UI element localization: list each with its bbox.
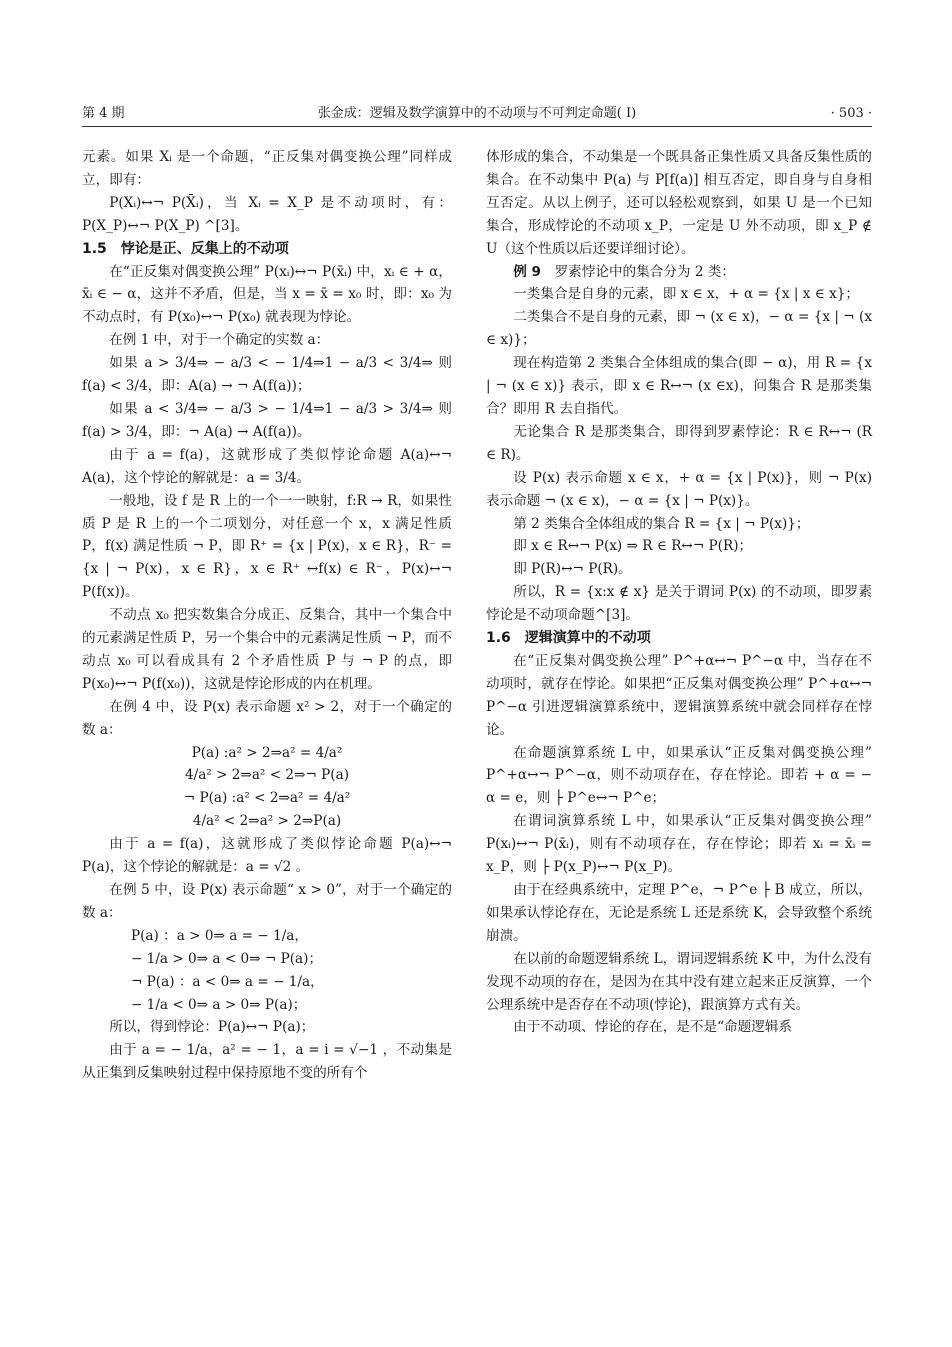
paragraph: 设 P(x) 表示命题 x ∈ x，+ α = {x | P(x)}，则 ¬ P(x) 表示命题 ¬ (x ∈ x)，− α = {x | ¬ P(x)}。 bbox=[486, 469, 872, 509]
paragraph: 一般地，设 f 是 R 上的一个一一映射，f:R → R，如果性质 P 是 R 上的一个二项划分，对任意一个 x，x 满足性质 P，f(x) 满足性质 ¬ P，即 R⁺ = {x | P(x)，x ∈ R}，R⁻ = {x | ¬ P(x)，x ∈ R}，x ∈ R⁺ ↔f(x) ∈ R⁻，P(x)↔¬ P(f(x))。 bbox=[82, 492, 452, 601]
left-column bbox=[82, 146, 452, 1085]
paragraph: 在“正反集对偶变换公理” P^+α↔¬ P^−α 中，当存在不动项时，就存在悖论。如果把“正反集对偶变换公理” P^+α↔¬ P^−α 引进逻辑演算系统中，逻辑演算系统中就会同样存在悖论。 bbox=[486, 652, 872, 738]
paragraph: 所以，R = {x:x ∉ x} 是关于谓词 P(x) 的不动项，即罗素悖论是不动项命题^[3]。 bbox=[486, 584, 872, 624]
paragraph: 由于在经典系统中，定理 P^e，¬ P^e ├ B 成立，所以，如果承认悖论存在，无论是系统 L 还是系统 K，会导致整个系统崩溃。 bbox=[486, 882, 872, 944]
paragraph: 二类集合不是自身的元素，即 ¬ (x ∈ x)，− α = {x | ¬ (x ∈ x)}； bbox=[486, 309, 872, 349]
formula-line: − 1/a < 0⇒ a > 0⇒ P(a)； bbox=[130, 996, 307, 1013]
paragraph: 即 x ∈ R↔¬ P(x) ⇒ R ∈ R↔¬ P(R)； bbox=[513, 538, 753, 555]
formula-line: P(a) :a² > 2⇒a² = 4/a² bbox=[191, 744, 343, 761]
article-title: 张金成：逻辑及数学演算中的不动项与不可判定命题( Ⅰ) bbox=[317, 106, 637, 121]
paragraph: 由于 a = f(a)，这就形成了类似悖论命题 P(a)↔¬ P(a)，这个悖论的解就是：a = √2 。 bbox=[82, 836, 452, 876]
page-number: · 503 · bbox=[830, 106, 872, 121]
paragraph: 不动点 x₀ 把实数集合分成正、反集合，其中一个集合中的元素满足性质 P，另一个集合中的元素满足性质 ¬ P，而不动点 x₀ 可以看成具有 2 个矛盾性质 P 与 ¬ P 的点，即 P(x₀)↔¬ P(f(x₀))，这就是悖论形成的内在机理。 bbox=[82, 607, 452, 692]
paragraph: 在例 1 中，对于一个确定的实数 a： bbox=[109, 332, 330, 349]
paragraph: 在“正反集对偶变换公理” P(xᵢ)↔¬ P(x̄ᵢ) 中，xᵢ ∈ + α，x̄ᵢ ∈ − α，这并不矛盾，但是，当 x = x̄ = x₀ 时，即：x₀ 为不动点时，有 P(x₀)↔¬ P(x₀) 就表现为悖论。 bbox=[82, 263, 452, 326]
paragraph: 在谓词演算系统 L 中，如果承认“正反集对偶变换公理” P(xᵢ)↔¬ P(x̄ᵢ)，则有不动项存在，存在悖论；即若 xᵢ = x̄ᵢ = x_P，则 ├ P(x_P)↔¬ P(x_P)。 bbox=[486, 813, 872, 876]
paragraph: 在例 5 中，设 P(x) 表示命题“ x > 0”，对于一个确定的数 a： bbox=[82, 882, 452, 921]
header-rule bbox=[82, 126, 872, 127]
formula-line: ¬ P(a) ：a < 0⇒ a = − 1/a， bbox=[130, 973, 324, 990]
paragraph: 第 2 类集合全体组成的集合 R = {x | ¬ P(x)}； bbox=[513, 515, 810, 532]
issue-number: 第 4 期 bbox=[82, 106, 125, 121]
formula-line: 4/a² > 2⇒a² < 2⇒¬ P(a) bbox=[184, 767, 350, 784]
example-9 bbox=[486, 261, 872, 284]
paragraph: P(Xᵢ)↔¬ P(X̄ᵢ)，当 Xᵢ = X_P 是不动项时，有：P(X_P)↔¬ P(X_P) ^[3]。 bbox=[82, 194, 452, 234]
formula-line: 4/a² < 2⇒a² > 2⇒P(a) bbox=[192, 813, 342, 830]
paragraph: 体形成的集合，不动集是一个既具备正集性质又具备反集性质的集合。在不动集中 P(a) 与 P[f(a)] 相互否定，即自身与自身相互否定。从以上例子，还可以轻松观察到，如果 U 是一个已知集合，形成悖论的不动项 x_P，一定是 U 外不动项，即 x_P ∉ U（这个性质以后还要详细讨论）。 bbox=[486, 149, 872, 257]
paragraph: 一类集合是自身的元素，即 x ∈ x，+ α = {x | x ∈ x}； bbox=[513, 286, 860, 303]
running-header bbox=[82, 104, 872, 126]
paragraph: 所以，得到悖论：P(a)↔¬ P(a)； bbox=[109, 1019, 315, 1036]
paragraph: 由于 a = f(a)，这就形成了类似悖论命题 A(a)↔¬ A(a)，这个悖论的解就是：a = 3/4。 bbox=[82, 446, 452, 486]
example-text: 罗素悖论中的集合分为 2 类： bbox=[540, 263, 735, 280]
section-heading-1-5: 1.5 悖论是正、反集上的不动项 bbox=[82, 240, 289, 257]
paragraph: 在命题演算系统 L 中，如果承认“正反集对偶变换公理” P^+α↔¬ P^−α，则不动项存在，存在悖论。即若 + α = − α = e，则 ├ P^e↔¬ P^e； bbox=[486, 744, 872, 807]
formula-line: P(a) ：a > 0⇒ a = − 1/a， bbox=[130, 927, 308, 944]
formula-line: ¬ P(a) :a² < 2⇒a² = 4/a² bbox=[183, 790, 351, 807]
right-column bbox=[486, 146, 872, 1039]
paragraph: 无论集合 R 是那类集合，即得到罗素悖论：R ∈ R↔¬ (R ∈ R)。 bbox=[486, 423, 872, 463]
paragraph: 即 P(R)↔¬ P(R)。 bbox=[513, 561, 632, 578]
paragraph: 由于 a = − 1/a，a² = − 1，a = i = √−1 ，不动集是从正集到反集映射过程中保持原地不变的所有个 bbox=[82, 1042, 452, 1082]
paragraph: 在例 4 中，设 P(x) 表示命题 x² > 2，对于一个确定的数 a： bbox=[82, 698, 452, 738]
formula-line: − 1/a > 0⇒ a < 0⇒ ¬ P(a)； bbox=[130, 950, 323, 967]
paragraph: 如果 a < 3/4⇒ − a/3 > − 1/4⇒1 − a/3 > 3/4⇒ 则 f(a) > 3/4，即：¬ A(a) → A(f(a))。 bbox=[82, 400, 452, 440]
paragraph: 如果 a > 3/4⇒ − a/3 < − 1/4⇒1 − a/3 < 3/4⇒ 则 f(a) < 3/4，即：A(a) → ¬ A(f(a))； bbox=[82, 355, 452, 395]
section-heading-1-6: 1.6 逻辑演算中的不动项 bbox=[486, 630, 651, 647]
paragraph: 由于不动项、悖论的存在，是不是“命题逻辑系 bbox=[513, 1019, 793, 1036]
paragraph: 元素。如果 Xᵢ 是一个命题，“正反集对偶变换公理”同样成立，即有： bbox=[82, 149, 452, 188]
paragraph: 在以前的命题逻辑系统 L，谓词逻辑系统 K 中，为什么没有发现不动项的存在，是因为在其中没有建立起来正反演算，一个公理系统中是否存在不动项(悖论)，跟演算方式有关。 bbox=[486, 950, 872, 1013]
example-label: 例 9 bbox=[513, 263, 541, 280]
paragraph: 现在构造第 2 类集合全体组成的集合(即 − α)，用 R = {x | ¬ (x ∈ x)} 表示，即 x ∈ R↔¬ (x ∈x)，问集合 R 是那类集合？即用 R 去自指代。 bbox=[486, 355, 872, 417]
